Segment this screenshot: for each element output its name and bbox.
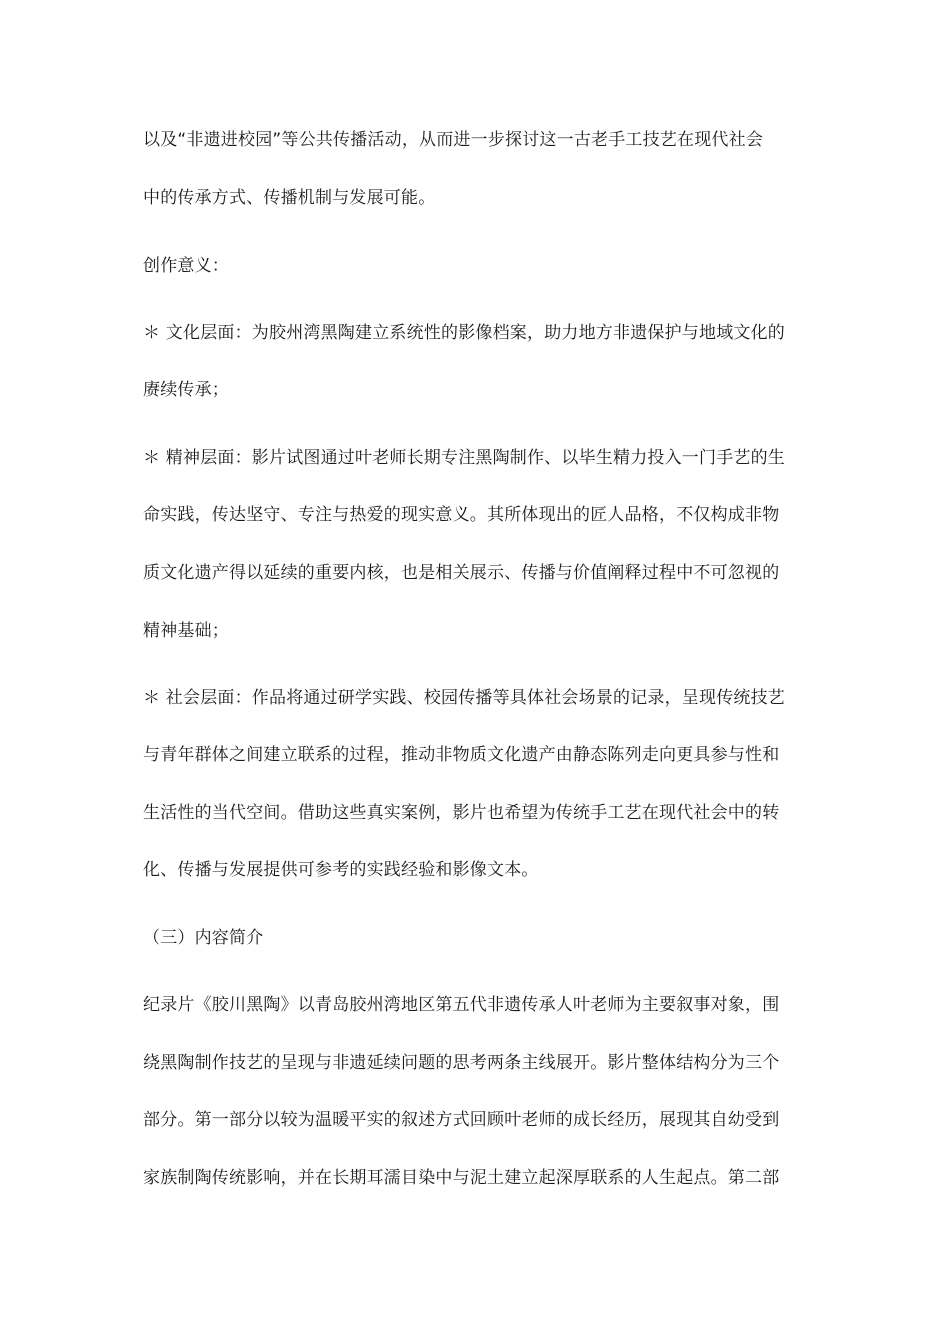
text-line: 精神基础； — [143, 621, 229, 641]
text-line: 生活性的当代空间。借助这些真实案例，影片也希望为传统手工艺在现代社会中的转 — [143, 803, 780, 823]
section-heading: （三）内容简介 — [143, 928, 264, 948]
section-label: 创作意义： — [143, 256, 229, 276]
text-line: 中的传承方式、传播机制与发展可能。 — [143, 188, 436, 208]
text-line: 家族制陶传统影响，并在长期耳濡目染中与泥土建立起深厚联系的人生起点。第二部 — [143, 1168, 780, 1188]
text-line: 与青年群体之间建立联系的过程，推动非物质文化遗产由静态陈列走向更具参与性和 — [143, 745, 780, 765]
text-line: 绕黑陶制作技艺的呈现与非遗延续问题的思考两条主线展开。影片整体结构分为三个 — [143, 1053, 780, 1073]
text-line: 质文化遗产得以延续的重要内核，也是相关展示、传播与价值阐释过程中不可忽视的 — [143, 563, 780, 583]
text-line: 赓续传承； — [143, 380, 229, 400]
text-line: 纪录片《胶川黑陶》以青岛胶州湾地区第五代非遗传承人叶老师为主要叙事对象，围 — [143, 995, 780, 1015]
text-line: 以及“非遗进校园”等公共传播活动，从而进一步探讨这一古老手工技艺在现代社会 — [143, 130, 764, 150]
text-line: 化、传播与发展提供可参考的实践经验和影像文本。 — [143, 860, 539, 880]
bullet-line: ＊ 文化层面：为胶州湾黑陶建立系统性的影像档案，助力地方非遗保护与地域文化的 — [143, 323, 786, 343]
text-line: 命实践，传达坚守、专注与热爱的现实意义。其所体现出的匠人品格，不仅构成非物 — [143, 505, 780, 525]
text-line: 部分。第一部分以较为温暖平实的叙述方式回顾叶老师的成长经历，展现其自幼受到 — [143, 1110, 780, 1130]
bullet-line: ＊ 精神层面：影片试图通过叶老师长期专注黑陶制作、以毕生精力投入一门手艺的生 — [143, 448, 786, 468]
bullet-line: ＊ 社会层面：作品将通过研学实践、校园传播等具体社会场景的记录，呈现传统技艺 — [143, 688, 786, 708]
